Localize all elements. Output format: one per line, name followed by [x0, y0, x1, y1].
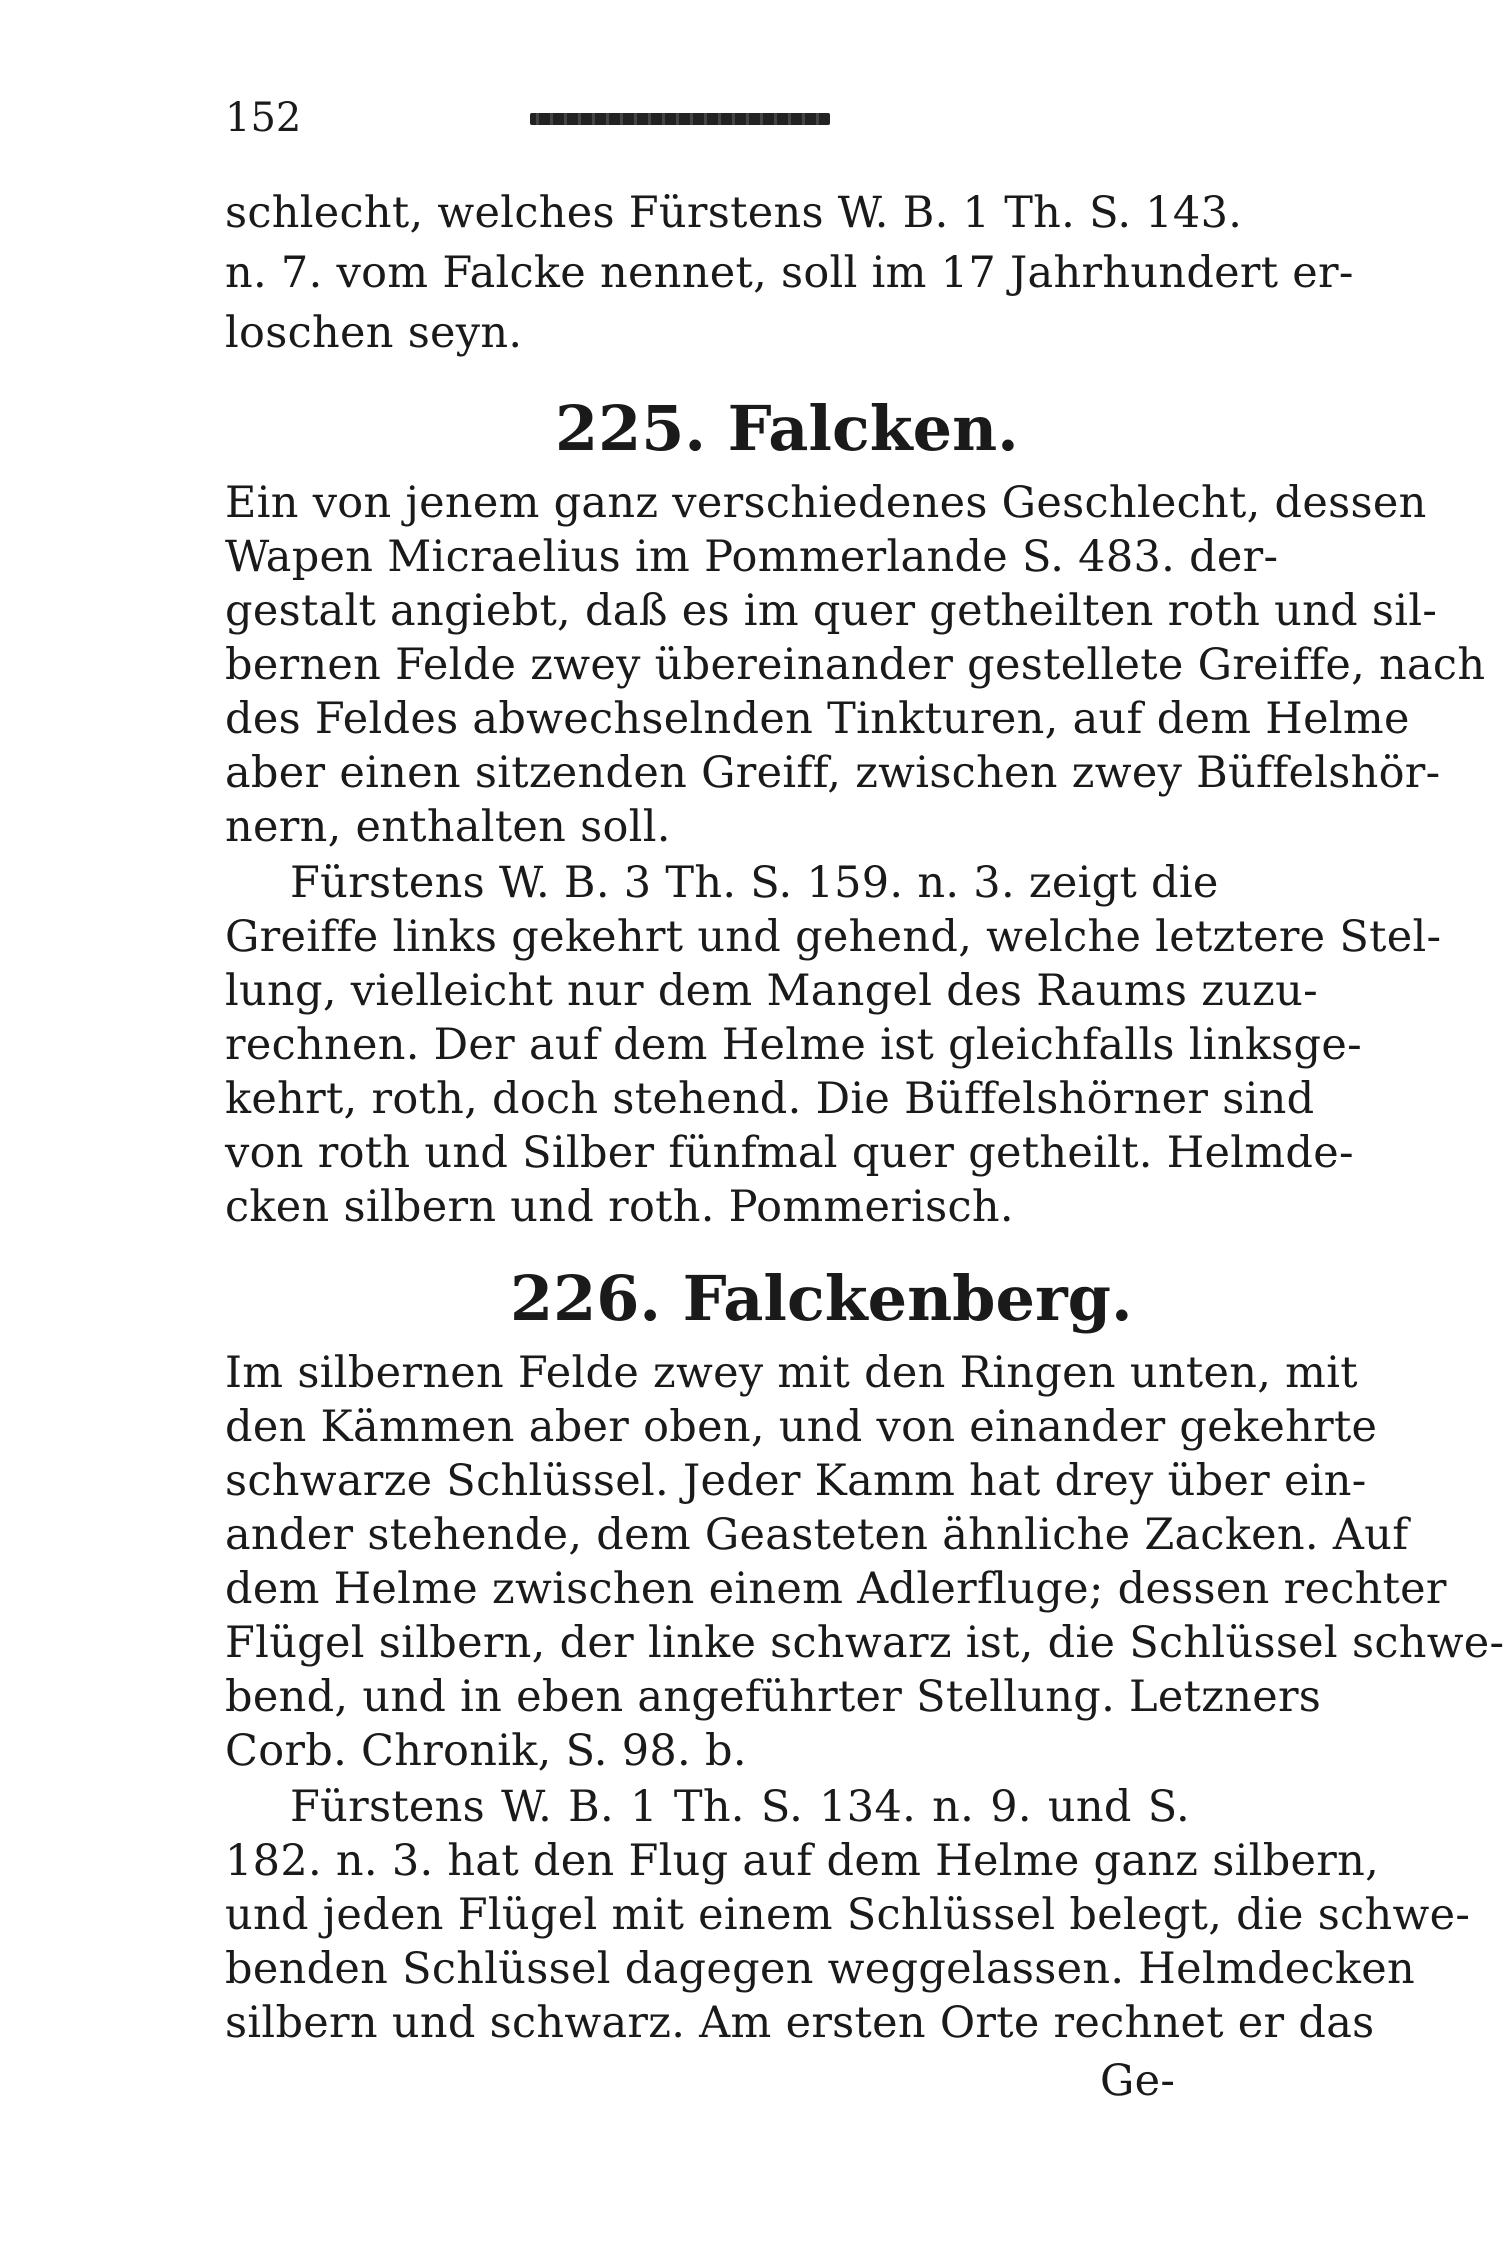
text-line: silbern und schwarz. Am ersten Orte rechnet er das: [225, 1998, 1375, 2048]
header-rule: [530, 113, 830, 125]
text-line: Fürstens W. B. 1 Th. S. 134. n. 9. und S.: [290, 1782, 1190, 1832]
catchword: Ge-: [1100, 2056, 1176, 2106]
text-line: loschen seyn.: [225, 308, 523, 358]
text-line: cken silbern und roth. Pommerisch.: [225, 1182, 1014, 1232]
text-line: und jeden Flügel mit einem Schlüssel belegt, die schwe-: [225, 1890, 1471, 1940]
text-line: Ein von jenem ganz verschiedenes Geschlecht, dessen: [225, 478, 1427, 528]
section-heading: 225. Falcken.: [555, 392, 1019, 465]
section-heading: 226. Falckenberg.: [510, 1262, 1133, 1335]
text-line: gestalt angiebt, daß es im quer getheilten roth und sil-: [225, 586, 1438, 636]
text-line: schlecht, welches Fürstens W. B. 1 Th. S. 143.: [225, 188, 1243, 238]
text-line: bernen Felde zwey übereinander gestellete Greiffe, nach: [225, 640, 1486, 690]
text-line: dem Helme zwischen einem Adlerfluge; dessen rechter: [225, 1564, 1447, 1614]
text-line: rechnen. Der auf dem Helme ist gleichfalls linksge-: [225, 1020, 1362, 1070]
page-number: 152: [225, 95, 302, 141]
text-line: den Kämmen aber oben, und von einander gekehrte: [225, 1402, 1378, 1452]
text-line: Greiffe links gekehrt und gehend, welche letztere Stel-: [225, 912, 1442, 962]
text-line: Fürstens W. B. 3 Th. S. 159. n. 3. zeigt die: [290, 858, 1219, 908]
text-line: Wapen Micraelius im Pommerlande S. 483. der-: [225, 532, 1279, 582]
text-line: von roth und Silber fünfmal quer getheilt. Helmde-: [225, 1128, 1354, 1178]
text-line: kehrt, roth, doch stehend. Die Büffelshörner sind: [225, 1074, 1315, 1124]
text-line: lung, vielleicht nur dem Mangel des Raums zuzu-: [225, 966, 1318, 1016]
text-line: des Feldes abwechselnden Tinkturen, auf dem Helme: [225, 694, 1410, 744]
text-line: n. 7. vom Falcke nennet, soll im 17 Jahrhundert er-: [225, 248, 1354, 298]
text-line: bend, und in eben angeführter Stellung. Letzners: [225, 1672, 1322, 1722]
text-line: aber einen sitzenden Greiff, zwischen zwey Büffelshör-: [225, 748, 1441, 798]
text-line: Flügel silbern, der linke schwarz ist, die Schlüssel schwe-: [225, 1618, 1504, 1668]
text-line: schwarze Schlüssel. Jeder Kamm hat drey über ein-: [225, 1456, 1367, 1506]
text-line: benden Schlüssel dagegen weggelassen. Helmdecken: [225, 1944, 1416, 1994]
text-line: 182. n. 3. hat den Flug auf dem Helme ganz silbern,: [225, 1836, 1380, 1886]
text-line: Im silbernen Felde zwey mit den Ringen unten, mit: [225, 1348, 1358, 1398]
text-line: Corb. Chronik, S. 98. b.: [225, 1726, 747, 1776]
text-line: nern, enthalten soll.: [225, 802, 671, 852]
text-line: ander stehende, dem Geasteten ähnliche Zacken. Auf: [225, 1510, 1409, 1560]
